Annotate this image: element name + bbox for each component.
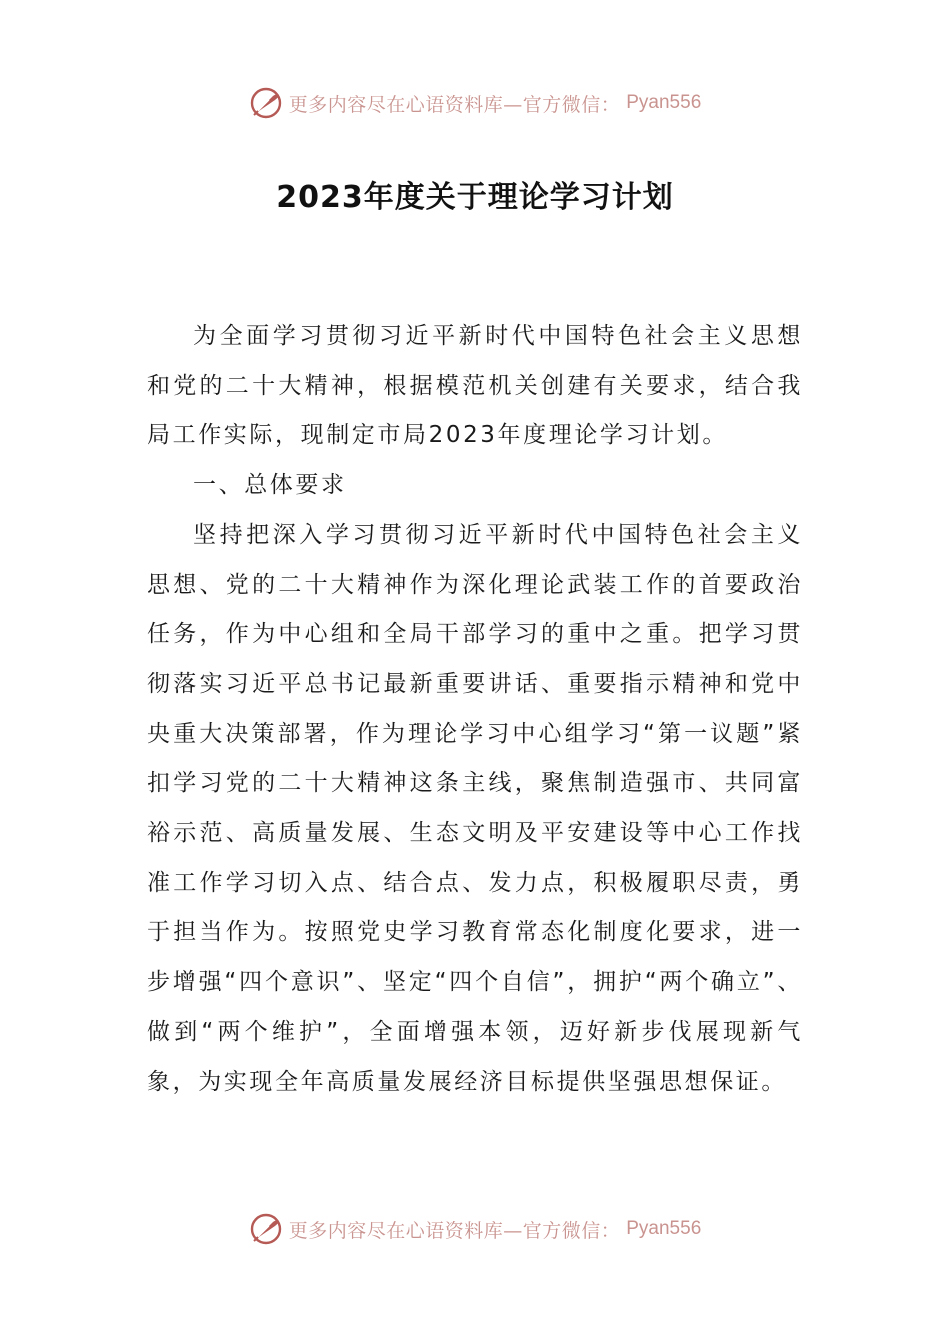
watermark-text: 更多内容尽在心语资料库—官方微信： xyxy=(288,1219,621,1242)
document-body xyxy=(147,312,803,1107)
watermark-wechat-id: Pyan556 xyxy=(626,1218,702,1239)
body-paragraph: 坚持把深入学习贯彻习近平新时代中国特色社会主义思想、党的二十大精神作为深化理论武装工作的首要政治任务，作为中心组和全局干部学习的重中之重。把学习贯彻落实习近平总书记最新重要讲话、重要指示精神和党中央重大决策部署，作为理论学习中心组学习“第一议题”紧扣学习党的二十大精神这条主线，聚焦制造强市、共同富裕示范、高质量发展、生态文明及平安建设等中心工作找准工作学习切入点、结合点、发力点，积极履职尽责，勇于担当作为。按照党史学习教育常态化制度化要求，进一步增强“四个意识”、坚定“四个自信”，拥护“两个确立”、做到“两个维护”，全面增强本领，迈好新步伐展现新气象，为实现全年高质量发展经济目标提供坚强思想保证。 xyxy=(147,521,803,1095)
quill-pen-logo-icon xyxy=(249,86,283,120)
section-heading: 一、总体要求 xyxy=(193,472,347,499)
quill-pen-logo-icon xyxy=(249,1212,283,1246)
intro-paragraph: 为全面学习贯彻习近平新时代中国特色社会主义思想和党的二十大精神，根据模范机关创建有关要求，结合我局工作实际，现制定市局2023年度理论学习计划。 xyxy=(147,323,803,449)
header-watermark xyxy=(0,86,950,120)
watermark-text: 更多内容尽在心语资料库—官方微信： xyxy=(288,93,621,116)
footer-watermark xyxy=(0,1212,950,1246)
watermark-wechat-id: Pyan556 xyxy=(626,92,702,113)
document-title: 2023年度关于理论学习计划 xyxy=(276,180,674,215)
